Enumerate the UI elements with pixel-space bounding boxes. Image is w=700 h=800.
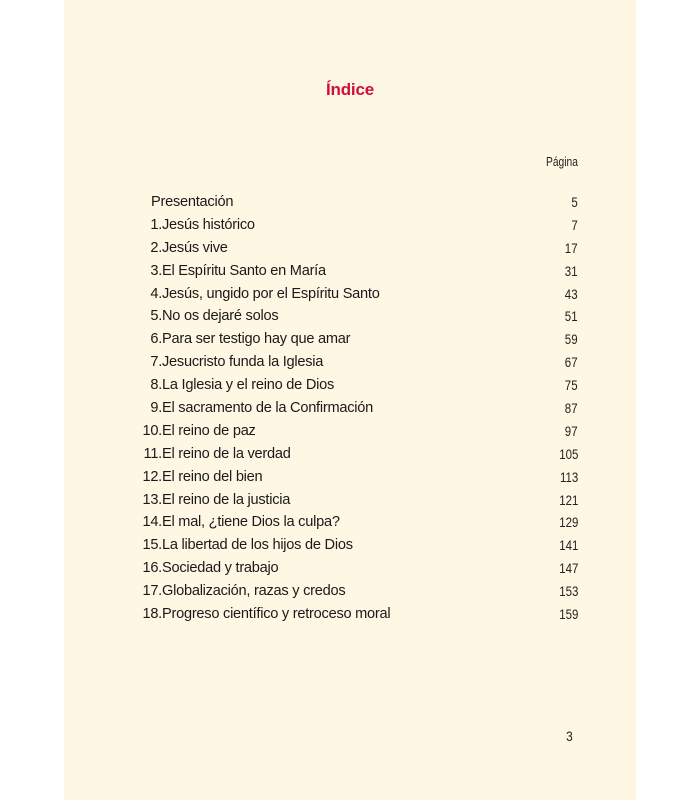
toc-entry-label: Para ser testigo hay que amar (162, 331, 351, 348)
toc-entry-label: Jesucristo funda la Iglesia (162, 354, 324, 371)
toc-entry[interactable] (64, 511, 636, 534)
toc-entry-number: 12. (142, 468, 162, 485)
toc-entry-page: 153 (558, 583, 578, 600)
toc-entry[interactable] (64, 328, 636, 351)
toc-entry-page: 121 (558, 491, 578, 508)
toc-entry-page: 59 (565, 331, 578, 348)
toc-entry-label: Progreso científico y retroceso moral (162, 606, 391, 623)
toc-entry-page: 141 (558, 537, 578, 554)
toc-entry[interactable] (64, 557, 636, 580)
toc-entry-page: 17 (565, 239, 578, 256)
toc-entry-page: 105 (558, 445, 578, 462)
toc-entry-presentacion[interactable] (64, 191, 636, 214)
toc-entry-page: 67 (565, 354, 578, 371)
toc-entry-number: 8. (150, 377, 162, 394)
toc-entry[interactable] (64, 534, 636, 557)
toc-entry-label: El sacramento de la Confirmación (162, 400, 374, 417)
book-page (64, 0, 636, 800)
toc-entry-page: 31 (565, 262, 578, 279)
toc-entry-number: 7. (150, 354, 162, 371)
toc-entry-label: Presentación (151, 194, 234, 210)
toc-entry-number: 4. (150, 285, 162, 302)
toc-entry[interactable] (64, 214, 636, 237)
toc-entry-label: El reino de la justicia (162, 491, 291, 508)
toc-entry-page: 97 (565, 422, 578, 439)
toc-entry-label: El reino de paz (162, 422, 256, 439)
toc-entry-label: Jesús, ungido por el Espíritu Santo (162, 285, 380, 302)
toc-entry-page: 43 (565, 285, 578, 302)
toc-entry-label: Globalización, razas y credos (162, 583, 346, 600)
toc-entry[interactable] (64, 580, 636, 603)
toc-entry-number: 14. (142, 514, 162, 531)
page-number: 3 (566, 728, 573, 744)
toc-entry[interactable] (64, 420, 636, 443)
toc-entry-number: 16. (142, 560, 162, 577)
toc-entry-number: 17. (142, 583, 162, 600)
toc-entry-number: 11. (143, 445, 162, 462)
toc-entry-page: 147 (558, 560, 578, 577)
toc-entry[interactable] (64, 466, 636, 489)
toc-entry-number: 3. (150, 262, 162, 279)
toc-entry-number: 15. (142, 537, 162, 554)
index-title: Índice (326, 80, 374, 99)
toc-entry-page: 7 (571, 216, 578, 233)
toc-entry-number: 2. (150, 239, 162, 256)
toc-entry-page: 87 (565, 400, 578, 417)
toc-entry[interactable] (64, 397, 636, 420)
toc-entry-label: No os dejaré solos (162, 308, 279, 325)
toc-entry-number: 18. (142, 606, 162, 623)
toc-entry-label: El mal, ¿tiene Dios la culpa? (162, 514, 340, 531)
toc-entry[interactable] (64, 260, 636, 283)
toc-entry-label: Jesús vive (162, 239, 228, 256)
toc-entry-page: 5 (571, 194, 578, 210)
toc-entry-number: 1. (150, 216, 162, 233)
toc-entry-page: 113 (559, 468, 578, 485)
toc-entry-number: 13. (142, 491, 162, 508)
toc-entry-number: 10. (142, 422, 162, 439)
toc-entry[interactable] (64, 489, 636, 512)
toc-entry-label: El reino de la verdad (162, 445, 291, 462)
toc-entry-label: El Espíritu Santo en María (162, 262, 326, 279)
toc-entry-page: 129 (558, 514, 578, 531)
toc-entry[interactable] (64, 443, 636, 466)
toc-entry-label: Sociedad y trabajo (162, 560, 279, 577)
toc-entry-page: 51 (565, 308, 578, 325)
toc-entry-number: 5. (150, 308, 162, 325)
toc-entry-label: El reino del bien (162, 468, 263, 485)
toc-entry-page: 75 (565, 377, 578, 394)
toc-entry-number: 9. (150, 400, 162, 417)
toc-entry[interactable] (64, 351, 636, 374)
page-column-header: Página (546, 155, 578, 169)
toc-entry[interactable] (64, 305, 636, 328)
toc-entry-label: La Iglesia y el reino de Dios (162, 377, 335, 394)
toc-entry[interactable] (64, 603, 636, 626)
table-of-contents (64, 191, 636, 626)
toc-entry-number: 6. (150, 331, 162, 348)
toc-entry-label: La libertad de los hijos de Dios (162, 537, 353, 554)
toc-entry[interactable] (64, 237, 636, 260)
toc-entry-page: 159 (558, 606, 578, 623)
toc-entry[interactable] (64, 374, 636, 397)
toc-entry-label: Jesús histórico (162, 216, 255, 233)
toc-entry[interactable] (64, 283, 636, 306)
